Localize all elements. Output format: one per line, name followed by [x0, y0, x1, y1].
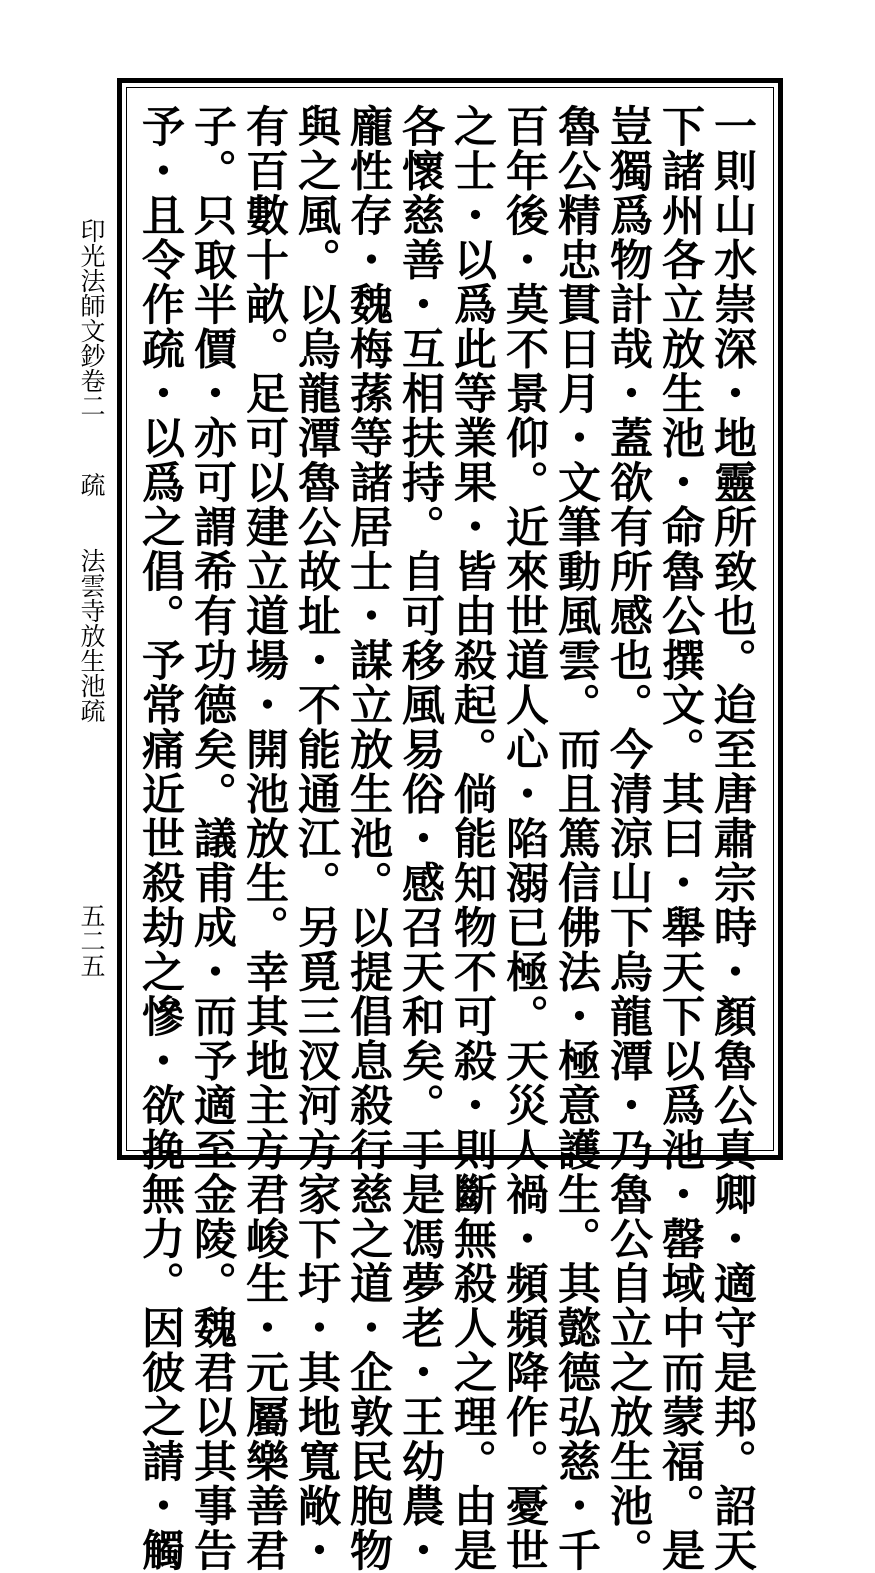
text-column-9: 與之風。以烏龍潭魯公故址・不能通江。另覓三汊河方家下圩・其地寬敞・ [291, 104, 341, 1573]
margin-section: 疏 [77, 472, 106, 497]
text-column-8: 龐性存・魏梅蓀等諸居士・謀立放生池。以提倡息殺行慈之道・企敦民胞物 [343, 104, 393, 1573]
text-column-5: 百年後・莫不景仰。近來世道人心・陷溺已極。天災人禍・頻頻降作。憂世 [499, 104, 549, 1573]
text-column-4: 魯公精忠貫日月・文筆動風雲。而且篤信佛法・極意護生。其懿德弘慈・千 [551, 104, 601, 1573]
margin-book-title: 印光法師文鈔卷二 [77, 218, 106, 418]
text-column-10: 有百數十畝。足可以建立道場・開池放生。幸其地主方君峻生・元屬樂善君 [239, 104, 289, 1573]
page-number: 五二五 [77, 903, 106, 978]
text-column-2: 下諸州各立放生池・命魯公撰文。其曰・舉天下以爲池・罄域中而蒙福。是 [655, 104, 705, 1573]
text-column-1: 一則山水崇深・地靈所致也。迨至唐肅宗時・顏魯公真卿・適守是邦。詔天 [707, 104, 757, 1573]
text-column-6: 之士・以爲此等業果・皆由殺起。倘能知物不可殺・則斷無殺人之理。由是 [447, 104, 497, 1573]
text-column-12: 予・且令作疏・以爲之倡。予常痛近世殺劫之慘・欲挽無力。因彼之請・觸 [135, 104, 185, 1573]
text-column-3: 豈獨爲物計哉・蓋欲有所感也。今清涼山下烏龍潭・乃魯公自立之放生池。 [603, 104, 653, 1573]
text-column-11: 子。只取半價・亦可謂希有功德矣。議甫成・而予適至金陵。魏君以其事告 [187, 104, 237, 1573]
margin-essay-title: 法雲寺放生池疏 [77, 548, 106, 723]
text-column-7: 各懷慈善・互相扶持。自可移風易俗・感召天和矣。于是馮夢老・王幼農・ [395, 104, 445, 1573]
